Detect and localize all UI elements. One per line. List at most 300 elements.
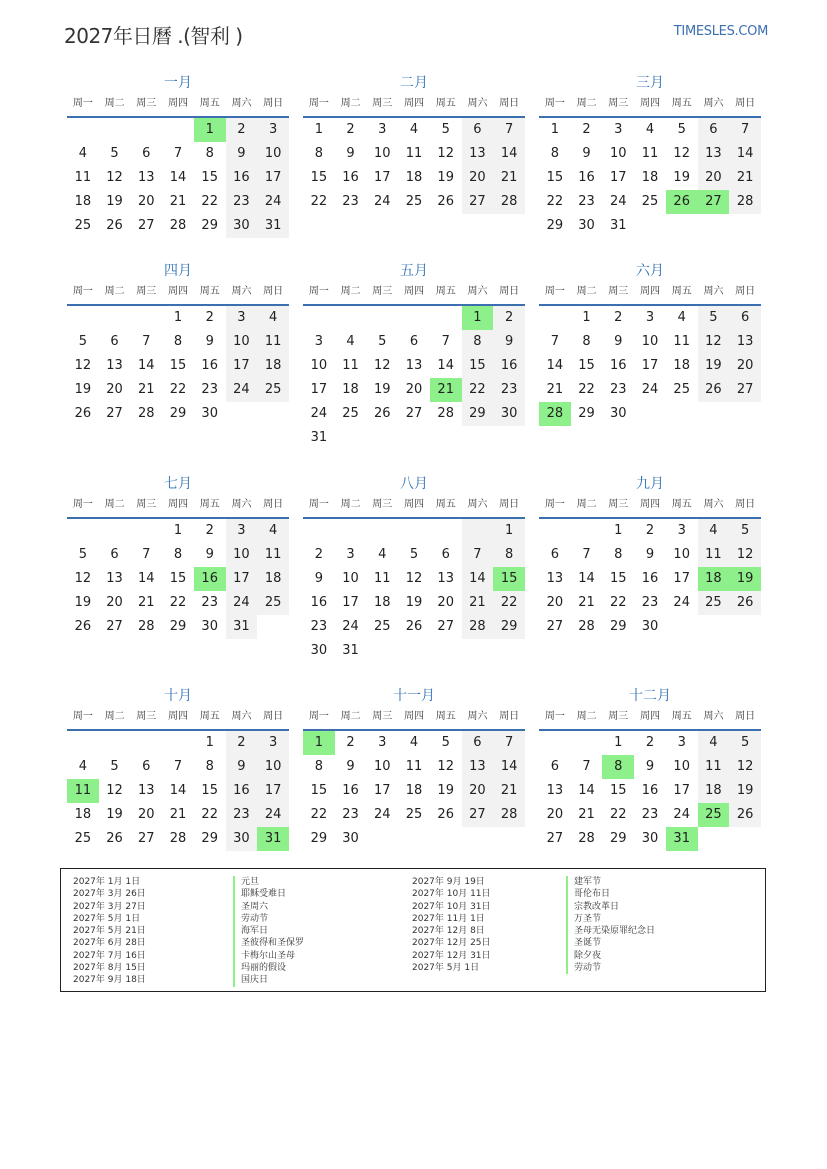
weekday-label: 周四: [404, 499, 425, 510]
month-block: [303, 474, 525, 663]
weekday-label: 周四: [168, 286, 189, 297]
day-cell: 30: [641, 831, 659, 846]
day-cell: 2: [205, 523, 214, 538]
weekday-label: 周四: [640, 711, 661, 722]
day-cell: 10: [641, 334, 659, 349]
day-cell: 12: [437, 759, 454, 774]
day-cell: 26: [437, 807, 454, 822]
weekday-label: 周四: [640, 98, 661, 109]
holiday-date: 2027年 12月 8日: [412, 926, 485, 937]
day-cell: 13: [462, 142, 494, 166]
day-cell: 24: [610, 194, 627, 209]
weekday-label: 周四: [640, 286, 661, 297]
day-cell: 15: [578, 358, 595, 373]
weekday-header: [539, 495, 761, 519]
day-cell: 10: [673, 759, 690, 774]
day-cell: 4: [645, 122, 655, 137]
empty-cell: [130, 731, 162, 755]
day-cell: 19: [437, 783, 454, 798]
weekday-label: 周一: [72, 98, 93, 109]
day-cell: 27: [546, 619, 564, 634]
day-cell: 2: [493, 306, 525, 330]
day-cell: 15: [546, 170, 564, 185]
weekday-label: 周二: [576, 711, 597, 722]
weekday-label: 周五: [199, 98, 220, 109]
day-cell: 1: [614, 735, 623, 750]
day-cell: 7: [582, 759, 591, 774]
weekday-header: [67, 495, 289, 519]
day-cell: 16: [226, 166, 258, 190]
day-cell: 17: [610, 170, 627, 185]
day-cell: 22: [462, 378, 494, 402]
empty-cell: [303, 519, 335, 543]
weekday-label: 周日: [263, 499, 284, 510]
day-cell: 17: [641, 358, 659, 373]
day-cell: 13: [437, 571, 454, 586]
weekday-label: 周六: [467, 98, 488, 109]
empty-cell: [398, 306, 430, 330]
day-cell: 20: [462, 166, 494, 190]
holiday-day-cell: 28: [539, 402, 571, 426]
day-cell: 4: [698, 731, 730, 755]
day-cell: 28: [493, 190, 525, 214]
day-cell: 8: [550, 146, 559, 161]
day-cell: 17: [257, 166, 289, 190]
day-cell: 6: [550, 547, 559, 562]
day-cell: 29: [201, 831, 218, 846]
day-cell: 14: [437, 358, 454, 373]
day-cell: 17: [310, 382, 328, 397]
day-cell: 21: [493, 779, 525, 803]
day-cell: 22: [610, 807, 627, 822]
empty-cell: [539, 519, 571, 543]
empty-cell: [366, 306, 398, 330]
day-grid: [67, 519, 289, 639]
day-cell: 1: [493, 519, 525, 543]
day-cell: 5: [110, 759, 119, 774]
empty-cell: [335, 519, 367, 543]
day-cell: 22: [310, 807, 328, 822]
day-cell: 18: [257, 567, 289, 591]
day-cell: 4: [257, 519, 289, 543]
holiday-date: 2027年 9月 19日: [412, 877, 485, 887]
day-cell: 31: [342, 643, 359, 658]
weekday-label: 周二: [340, 711, 361, 722]
holiday-day-cell: 21: [430, 378, 462, 402]
weekday-label: 周五: [671, 711, 692, 722]
weekday-label: 周一: [544, 98, 565, 109]
day-cell: 19: [673, 170, 690, 185]
day-cell: 11: [698, 543, 730, 567]
day-cell: 9: [346, 759, 355, 774]
day-cell: 12: [374, 358, 391, 373]
day-cell: 17: [257, 779, 289, 803]
holiday-day-cell: 1: [303, 731, 335, 755]
weekday-label: 周六: [231, 98, 252, 109]
holiday-day-cell: 19: [729, 567, 761, 591]
day-cell: 6: [698, 118, 730, 142]
weekday-label: 周六: [467, 711, 488, 722]
day-cell: 31: [226, 615, 258, 639]
holiday-day-cell: 11: [67, 779, 99, 803]
day-cell: 23: [226, 190, 258, 214]
day-cell: 21: [729, 166, 761, 190]
weekday-label: 周三: [136, 711, 157, 722]
month-block: [303, 686, 525, 851]
month-block: [539, 474, 761, 639]
holiday-name: 圣母无染原罪纪念日: [566, 925, 655, 937]
day-cell: 19: [106, 807, 123, 822]
day-cell: 22: [493, 591, 525, 615]
day-cell: 3: [314, 334, 323, 349]
weekday-label: 周五: [199, 286, 220, 297]
holiday-name: 元旦: [233, 876, 304, 888]
weekday-label: 周三: [372, 98, 393, 109]
day-cell: 6: [142, 146, 151, 161]
day-cell: 25: [257, 378, 289, 402]
day-cell: 28: [138, 406, 155, 421]
day-cell: 14: [493, 142, 525, 166]
weekday-label: 周日: [499, 499, 520, 510]
day-cell: 29: [462, 402, 494, 426]
weekday-label: 周三: [136, 98, 157, 109]
holiday-dates-right: [412, 876, 491, 974]
day-cell: 22: [610, 595, 627, 610]
day-cell: 22: [578, 382, 595, 397]
day-cell: 14: [138, 571, 155, 586]
weekday-label: 周六: [703, 286, 724, 297]
weekday-label: 周四: [168, 499, 189, 510]
month-name: 五月: [400, 263, 428, 279]
day-cell: 12: [106, 783, 123, 798]
day-cell: 16: [610, 358, 627, 373]
day-cell: 20: [106, 382, 123, 397]
holiday-date: 2027年 10月 11日: [412, 889, 491, 900]
day-cell: 29: [493, 615, 525, 639]
day-cell: 4: [409, 122, 419, 137]
month-block: [67, 686, 289, 851]
holiday-name: 卡梅尔山圣母: [233, 950, 304, 962]
day-cell: 17: [673, 783, 690, 798]
day-cell: 28: [169, 218, 187, 233]
day-cell: 13: [698, 142, 730, 166]
day-cell: 4: [698, 519, 730, 543]
weekday-label: 周二: [576, 98, 597, 109]
day-cell: 2: [205, 310, 214, 325]
day-cell: 1: [173, 523, 183, 538]
day-cell: 3: [226, 519, 258, 543]
day-cell: 21: [169, 194, 187, 209]
day-cell: 14: [138, 358, 155, 373]
weekday-label: 周一: [72, 711, 93, 722]
day-cell: 4: [409, 735, 419, 750]
day-cell: 30: [641, 619, 659, 634]
day-grid: [67, 306, 289, 426]
day-cell: 15: [201, 170, 218, 185]
weekday-label: 周三: [608, 286, 629, 297]
day-cell: 16: [342, 170, 359, 185]
holiday-date: 2027年 10月 31日: [412, 901, 491, 912]
holiday-day-cell: 31: [257, 827, 289, 851]
weekday-label: 周三: [372, 499, 393, 510]
weekday-header: [67, 707, 289, 731]
month-name: 十月: [164, 688, 192, 704]
day-cell: 29: [610, 831, 627, 846]
empty-cell: [539, 306, 571, 330]
day-cell: 30: [342, 831, 359, 846]
weekday-label: 周三: [372, 286, 393, 297]
day-cell: 25: [405, 807, 423, 822]
holiday-date: 2027年 5月 1日: [73, 913, 141, 924]
day-cell: 30: [201, 619, 218, 634]
day-cell: 31: [257, 214, 289, 238]
day-cell: 17: [374, 783, 391, 798]
day-cell: 2: [314, 547, 323, 562]
day-cell: 3: [645, 310, 655, 325]
day-cell: 11: [405, 146, 423, 161]
day-cell: 27: [462, 803, 494, 827]
day-cell: 18: [74, 194, 92, 209]
weekday-header: [539, 94, 761, 118]
day-cell: 23: [342, 194, 359, 209]
holiday-name: 宗教改革日: [566, 901, 655, 913]
month-name: 八月: [400, 476, 428, 492]
day-cell: 12: [106, 170, 123, 185]
day-cell: 3: [378, 122, 387, 137]
day-cell: 6: [441, 547, 450, 562]
holiday-day-cell: 25: [698, 803, 730, 827]
weekday-label: 周一: [544, 711, 565, 722]
day-cell: 1: [205, 735, 214, 750]
empty-cell: [303, 306, 335, 330]
day-cell: 5: [441, 122, 450, 137]
day-cell: 28: [729, 190, 761, 214]
weekday-label: 周五: [199, 499, 220, 510]
holiday-name: 万圣节: [566, 913, 655, 925]
holiday-name: 圣诞节: [566, 937, 655, 949]
day-cell: 18: [257, 354, 289, 378]
day-cell: 18: [342, 382, 359, 397]
weekday-label: 周二: [340, 98, 361, 109]
weekday-label: 周五: [435, 286, 456, 297]
day-cell: 2: [614, 310, 623, 325]
day-cell: 21: [578, 807, 595, 822]
month-block: [67, 474, 289, 639]
weekday-label: 周三: [372, 711, 393, 722]
day-cell: 7: [729, 118, 761, 142]
day-cell: 16: [226, 779, 258, 803]
day-cell: 19: [405, 595, 423, 610]
day-cell: 19: [74, 595, 92, 610]
empty-cell: [430, 306, 462, 330]
day-cell: 4: [677, 310, 686, 325]
weekday-label: 周六: [467, 499, 488, 510]
weekday-label: 周五: [435, 711, 456, 722]
day-cell: 8: [314, 146, 323, 161]
day-cell: 24: [374, 194, 391, 209]
day-cell: 23: [493, 378, 525, 402]
weekday-header: [67, 282, 289, 306]
day-cell: 16: [201, 358, 218, 373]
day-cell: 9: [614, 334, 623, 349]
holiday-day-cell: 1: [462, 306, 494, 330]
day-cell: 25: [405, 194, 423, 209]
weekday-label: 周三: [608, 98, 629, 109]
day-cell: 27: [546, 831, 564, 846]
day-cell: 2: [226, 118, 258, 142]
holiday-name: 除夕夜: [566, 950, 655, 962]
holiday-name: 劳动节: [233, 913, 304, 925]
holiday-day-cell: 1: [194, 118, 226, 142]
day-cell: 27: [729, 378, 761, 402]
empty-cell: [366, 519, 398, 543]
weekday-label: 周六: [703, 499, 724, 510]
weekday-header: [303, 94, 525, 118]
day-cell: 11: [673, 334, 690, 349]
day-cell: 20: [138, 807, 155, 822]
weekday-label: 周四: [640, 499, 661, 510]
day-cell: 23: [226, 803, 258, 827]
holiday-date: 2027年 5月 21日: [73, 926, 146, 937]
holiday-name: 圣周六: [233, 901, 304, 913]
day-cell: 26: [698, 378, 730, 402]
day-cell: 5: [110, 146, 119, 161]
day-cell: 20: [106, 595, 123, 610]
weekday-header: [67, 94, 289, 118]
day-grid: [67, 731, 289, 851]
day-cell: 3: [226, 306, 258, 330]
day-cell: 8: [173, 334, 183, 349]
day-cell: 22: [169, 595, 187, 610]
month-name: 三月: [636, 75, 664, 91]
day-cell: 1: [173, 310, 183, 325]
day-cell: 26: [729, 591, 761, 615]
day-cell: 26: [437, 194, 454, 209]
day-grid: [303, 118, 525, 214]
day-cell: 11: [698, 755, 730, 779]
day-cell: 1: [550, 122, 559, 137]
day-cell: 21: [138, 595, 155, 610]
day-cell: 27: [138, 218, 155, 233]
day-cell: 13: [138, 783, 155, 798]
day-cell: 7: [173, 146, 183, 161]
day-cell: 9: [645, 759, 655, 774]
day-cell: 21: [138, 382, 155, 397]
holiday-name: 劳动节: [566, 962, 655, 974]
day-cell: 19: [374, 382, 391, 397]
day-cell: 30: [310, 643, 328, 658]
day-cell: 20: [437, 595, 454, 610]
holiday-date: 2027年 6月 28日: [73, 938, 146, 949]
day-cell: 25: [74, 831, 92, 846]
day-cell: 15: [169, 571, 187, 586]
day-cell: 11: [257, 330, 289, 354]
day-cell: 18: [405, 783, 423, 798]
weekday-label: 周日: [263, 98, 284, 109]
weekday-label: 周二: [104, 98, 125, 109]
day-cell: 16: [310, 595, 328, 610]
weekday-label: 周五: [671, 98, 692, 109]
weekday-label: 周一: [308, 286, 329, 297]
day-cell: 8: [314, 759, 323, 774]
day-cell: 8: [582, 334, 591, 349]
weekday-header: [303, 707, 525, 731]
empty-cell: [162, 731, 194, 755]
day-cell: 10: [673, 547, 690, 562]
day-cell: 12: [437, 146, 454, 161]
holiday-date: 2027年 9月 18日: [73, 975, 146, 986]
day-cell: 4: [378, 547, 387, 562]
day-cell: 26: [729, 803, 761, 827]
day-cell: 13: [405, 358, 423, 373]
day-cell: 30: [578, 218, 595, 233]
holiday-name: 哥伦布日: [566, 888, 655, 900]
day-cell: 3: [346, 547, 355, 562]
weekday-label: 周三: [608, 711, 629, 722]
day-cell: 14: [462, 567, 494, 591]
day-cell: 16: [641, 571, 659, 586]
empty-cell: [430, 519, 462, 543]
day-cell: 5: [78, 334, 87, 349]
day-cell: 30: [610, 406, 627, 421]
day-cell: 7: [173, 759, 183, 774]
weekday-label: 周五: [435, 98, 456, 109]
site-logo[interactable]: TIMESLES.COM: [673, 24, 768, 39]
empty-cell: [462, 519, 494, 543]
day-cell: 11: [374, 571, 391, 586]
day-cell: 6: [142, 759, 151, 774]
day-cell: 12: [729, 755, 761, 779]
day-cell: 17: [673, 571, 690, 586]
day-cell: 15: [310, 170, 328, 185]
holiday-day-cell: 16: [194, 567, 226, 591]
weekday-label: 周二: [576, 286, 597, 297]
day-cell: 24: [342, 619, 359, 634]
day-cell: 1: [614, 523, 623, 538]
day-cell: 3: [257, 118, 289, 142]
day-cell: 19: [729, 779, 761, 803]
day-cell: 20: [698, 166, 730, 190]
day-cell: 9: [314, 571, 323, 586]
day-cell: 2: [346, 122, 355, 137]
day-cell: 24: [673, 807, 690, 822]
weekday-label: 周日: [499, 286, 520, 297]
empty-cell: [398, 519, 430, 543]
day-cell: 21: [462, 591, 494, 615]
month-block: [67, 73, 289, 238]
holiday-day-cell: 31: [666, 827, 698, 851]
day-cell: 7: [142, 334, 151, 349]
day-cell: 20: [546, 807, 564, 822]
day-cell: 18: [641, 170, 659, 185]
day-cell: 4: [346, 334, 355, 349]
day-cell: 5: [698, 306, 730, 330]
day-cell: 26: [74, 406, 92, 421]
day-cell: 6: [110, 334, 119, 349]
holiday-date: 2027年 5月 1日: [412, 963, 480, 974]
day-cell: 20: [405, 382, 423, 397]
day-cell: 3: [378, 735, 387, 750]
day-cell: 24: [641, 382, 659, 397]
weekday-label: 周五: [671, 286, 692, 297]
day-cell: 31: [610, 218, 627, 233]
day-cell: 26: [74, 619, 92, 634]
day-cell: 3: [677, 523, 686, 538]
day-cell: 24: [226, 591, 258, 615]
day-cell: 2: [645, 735, 655, 750]
day-cell: 10: [257, 142, 289, 166]
month-name: 二月: [400, 75, 428, 91]
